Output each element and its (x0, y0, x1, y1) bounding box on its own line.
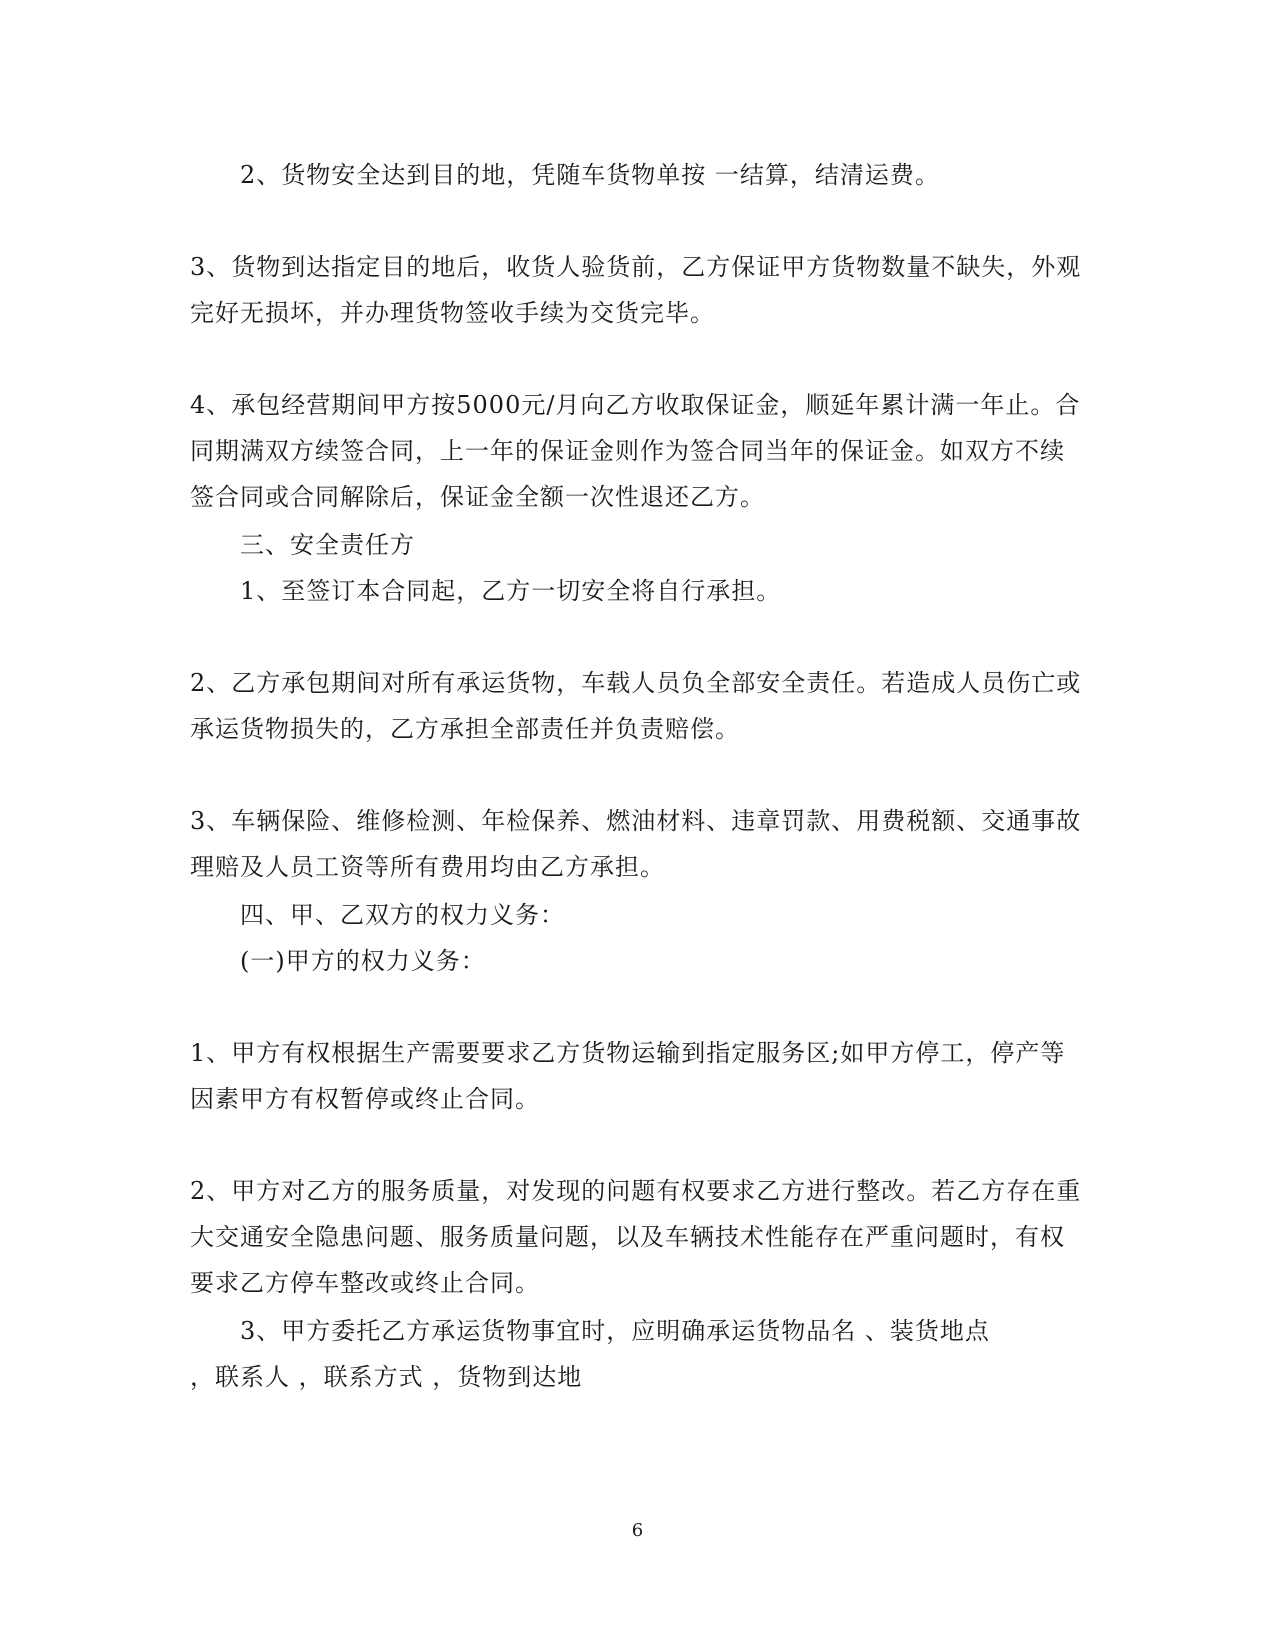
section-heading: 三、安全责任方 (240, 531, 415, 559)
paragraph-line: 1、甲方有权根据生产需要要求乙方货物运输到指定服务区;如甲方停工，停产等 (190, 1039, 1066, 1067)
paragraph-line: 2、货物安全达到目的地，凭随车货物单按 一结算，结清运费。 (240, 161, 940, 189)
paragraph-line: 2、甲方对乙方的服务质量，对发现的问题有权要求乙方进行整改。若乙方存在重 (190, 1177, 1082, 1205)
subsection-heading: (一)甲方的权力义务： (240, 947, 486, 975)
paragraph-line: 1、至签订本合同起，乙方一切安全将自行承担。 (240, 577, 782, 605)
paragraph-line: 3、货物到达指定目的地后，收货人验货前，乙方保证甲方货物数量不缺失，外观 (190, 253, 1082, 281)
paragraph-line: 签合同或合同解除后，保证金全额一次性退还乙方。 (190, 483, 765, 511)
paragraph-line: 同期满双方续签合同，上一年的保证金则作为签合同当年的保证金。如双方不续 (190, 437, 1065, 465)
paragraph-line: 2、乙方承包期间对所有承运货物，车载人员负全部安全责任。若造成人员伤亡或 (190, 669, 1082, 697)
paragraph-line: 要求乙方停车整改或终止合同。 (190, 1269, 540, 1297)
paragraph-line: 3、甲方委托乙方承运货物事宜时，应明确承运货物品名 、装货地点 (240, 1317, 990, 1345)
paragraph-line: 大交通安全隐患问题、服务质量问题，以及车辆技术性能存在严重问题时，有权 (190, 1223, 1065, 1251)
page-number: 6 (631, 1520, 644, 1541)
paragraph-line: ，联系人 ，联系方式 ，货物到达地 (190, 1363, 583, 1391)
paragraph-line: 3、车辆保险、维修检测、年检保养、燃油材料、违章罚款、用费税额、交通事故 (190, 807, 1082, 835)
paragraph-line: 理赔及人员工资等所有费用均由乙方承担。 (190, 853, 665, 881)
section-heading: 四、甲、乙双方的权力义务： (240, 901, 565, 929)
paragraph-line: 因素甲方有权暂停或终止合同。 (190, 1085, 540, 1113)
paragraph-line: 4、承包经营期间甲方按5000元/月向乙方收取保证金，顺延年累计满一年止。合 (190, 391, 1081, 419)
paragraph-line: 承运货物损失的，乙方承担全部责任并负责赔偿。 (190, 715, 740, 743)
paragraph-line: 完好无损坏，并办理货物签收手续为交货完毕。 (190, 299, 715, 327)
